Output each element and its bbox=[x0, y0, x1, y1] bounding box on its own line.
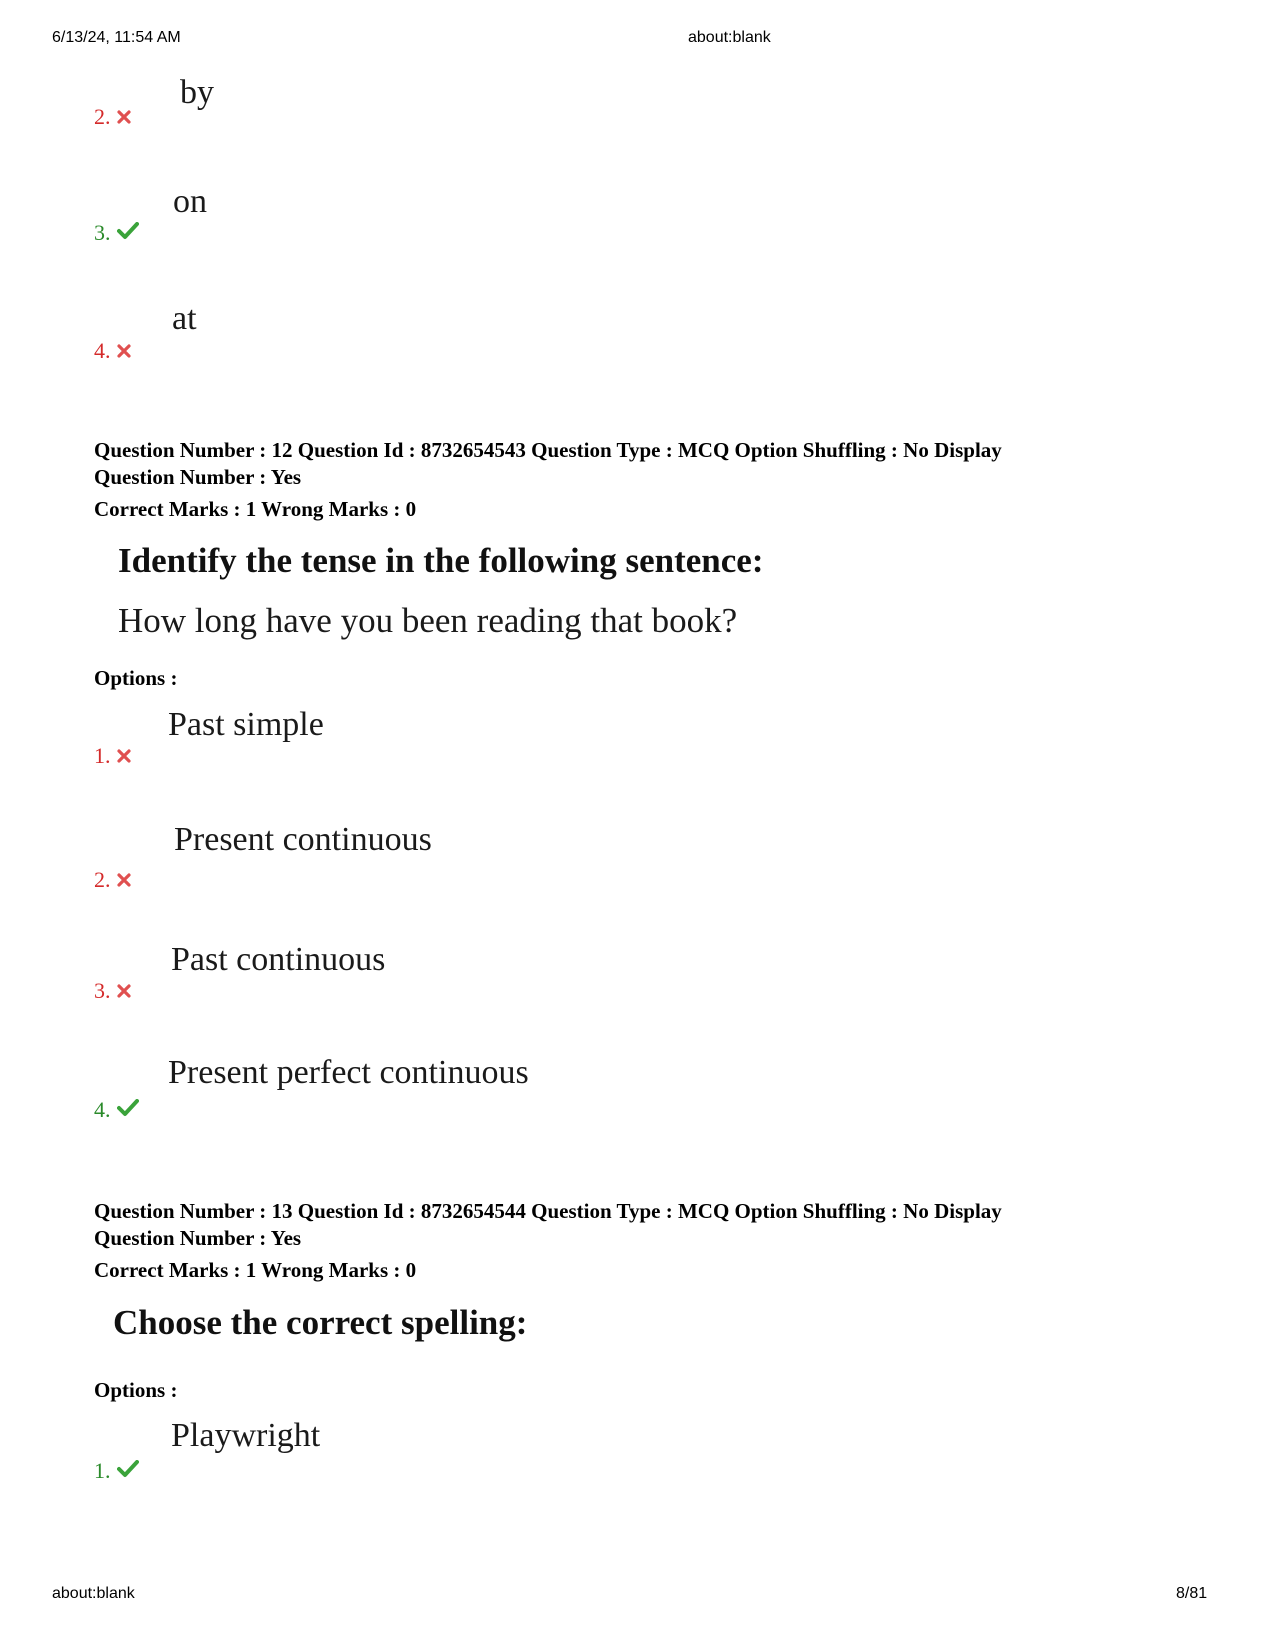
option-number: 1. bbox=[94, 1460, 139, 1482]
check-icon bbox=[117, 222, 139, 244]
question-heading: Choose the correct spelling: bbox=[113, 1303, 528, 1342]
option-number: 3. bbox=[94, 980, 131, 1002]
check-icon bbox=[117, 1460, 139, 1482]
option-number: 4. bbox=[94, 1099, 139, 1121]
print-datetime: 6/13/24, 11:54 AM bbox=[52, 29, 181, 46]
question-heading: Identify the tense in the following sentence: bbox=[118, 541, 764, 580]
question-meta-display: Question Number : Yes bbox=[94, 1226, 302, 1250]
option-text: by bbox=[180, 74, 214, 111]
question-sentence: How long have you been reading that book? bbox=[118, 601, 738, 640]
question-meta: Question Number : 13 Question Id : 8732654544 Question Type : MCQ Option Shuffling : No Display bbox=[94, 1199, 1002, 1223]
option-number: 1. bbox=[94, 745, 131, 767]
option-number: 3. bbox=[94, 222, 139, 244]
option-text: Past simple bbox=[168, 706, 324, 743]
option-text: Past continuous bbox=[171, 941, 386, 978]
cross-icon bbox=[117, 745, 131, 767]
option-number: 2. bbox=[94, 869, 131, 891]
option-number: 2. bbox=[94, 106, 131, 128]
cross-icon bbox=[117, 980, 131, 1002]
option-text: Present perfect continuous bbox=[168, 1054, 529, 1091]
option-number: 4. bbox=[94, 340, 131, 362]
options-label: Options : bbox=[94, 666, 178, 690]
cross-icon bbox=[117, 106, 131, 128]
print-title: about:blank bbox=[688, 29, 771, 46]
option-text: on bbox=[173, 183, 207, 220]
cross-icon bbox=[117, 869, 131, 891]
question-marks: Correct Marks : 1 Wrong Marks : 0 bbox=[94, 497, 417, 521]
option-text: at bbox=[172, 300, 197, 337]
option-text: Present continuous bbox=[174, 821, 432, 858]
options-label: Options : bbox=[94, 1378, 178, 1402]
print-footer-url: about:blank bbox=[52, 1585, 135, 1602]
question-meta: Question Number : 12 Question Id : 8732654543 Question Type : MCQ Option Shuffling : No Display bbox=[94, 438, 1002, 462]
check-icon bbox=[117, 1099, 139, 1121]
cross-icon bbox=[117, 340, 131, 362]
option-text: Playwright bbox=[171, 1417, 321, 1454]
question-marks: Correct Marks : 1 Wrong Marks : 0 bbox=[94, 1258, 417, 1282]
question-meta-display: Question Number : Yes bbox=[94, 465, 302, 489]
page-number: 8/81 bbox=[1176, 1585, 1208, 1602]
